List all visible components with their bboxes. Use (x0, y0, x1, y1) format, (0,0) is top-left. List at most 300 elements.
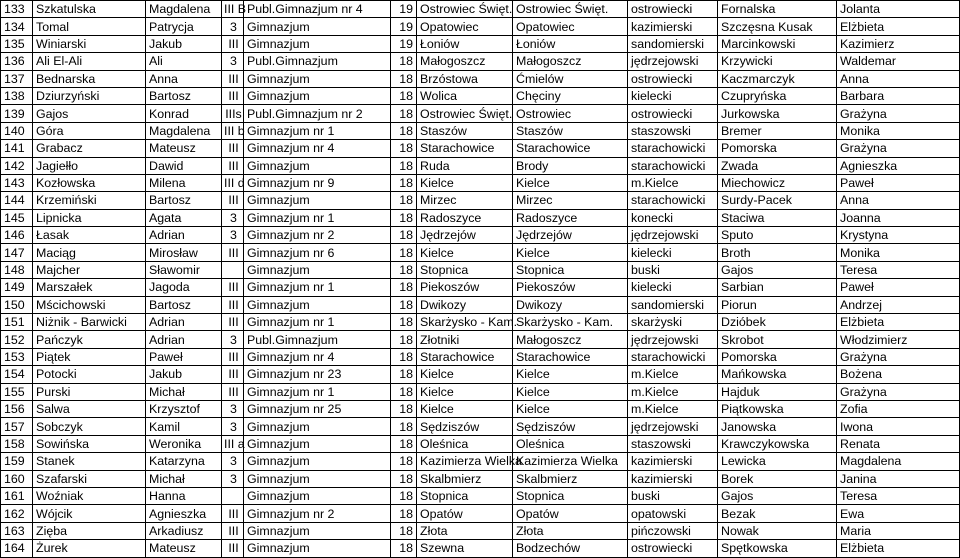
cell-home-town[interactable]: Skalbmierz (513, 470, 628, 487)
cell-age[interactable]: 18 (391, 87, 417, 104)
cell-teacher-surname[interactable]: Mańkowska (718, 366, 837, 383)
cell-county[interactable]: konecki (628, 209, 718, 226)
cell-county[interactable]: ostrowiecki (628, 1, 718, 18)
cell-school-town[interactable]: Jędrzejów (417, 227, 513, 244)
cell-row-number[interactable]: 143 (1, 174, 33, 191)
cell-home-town[interactable]: Skarżysko - Kam. (513, 314, 628, 331)
cell-school-town[interactable]: Staszów (417, 122, 513, 139)
cell-teacher-surname[interactable]: Sputo (718, 227, 837, 244)
cell-teacher-first-name[interactable]: Monika (837, 122, 960, 139)
cell-county[interactable]: staszowski (628, 435, 718, 452)
cell-first-name[interactable]: Krzysztof (146, 400, 222, 417)
cell-first-name[interactable]: Mateusz (146, 140, 222, 157)
cell-age[interactable]: 18 (391, 522, 417, 539)
cell-school[interactable]: Gimnazjum nr 1 (244, 383, 391, 400)
cell-class[interactable]: III b (222, 122, 244, 139)
cell-school[interactable]: Gimnazjum nr 23 (244, 366, 391, 383)
cell-teacher-surname[interactable]: Hajduk (718, 383, 837, 400)
cell-row-number[interactable]: 150 (1, 296, 33, 313)
cell-school[interactable]: Gimnazjum (244, 540, 391, 557)
cell-surname[interactable]: Salwa (33, 400, 146, 417)
cell-county[interactable]: sandomierski (628, 35, 718, 52)
cell-row-number[interactable]: 144 (1, 192, 33, 209)
cell-school[interactable]: Gimnazjum (244, 470, 391, 487)
cell-teacher-surname[interactable]: Bezak (718, 505, 837, 522)
cell-school[interactable]: Publ.Gimnazjum (244, 331, 391, 348)
cell-teacher-surname[interactable]: Bremer (718, 122, 837, 139)
cell-class[interactable]: III (222, 296, 244, 313)
cell-teacher-first-name[interactable]: Włodzimierz (837, 331, 960, 348)
cell-first-name[interactable]: Milena (146, 174, 222, 191)
cell-first-name[interactable]: Adrian (146, 227, 222, 244)
cell-first-name[interactable]: Patrycja (146, 18, 222, 35)
cell-county[interactable]: starachowicki (628, 140, 718, 157)
cell-teacher-first-name[interactable]: Teresa (837, 487, 960, 504)
cell-class[interactable]: III (222, 279, 244, 296)
cell-school-town[interactable]: Opatowiec (417, 18, 513, 35)
cell-surname[interactable]: Góra (33, 122, 146, 139)
cell-first-name[interactable]: Bartosz (146, 87, 222, 104)
cell-class[interactable]: III a (222, 435, 244, 452)
cell-age[interactable]: 18 (391, 53, 417, 70)
cell-class[interactable]: 3 (222, 470, 244, 487)
cell-teacher-first-name[interactable]: Ewa (837, 505, 960, 522)
cell-surname[interactable]: Ali El-Ali (33, 53, 146, 70)
cell-home-town[interactable]: Ostrowiec (513, 105, 628, 122)
cell-county[interactable]: kazimierski (628, 453, 718, 470)
cell-home-town[interactable]: Chęciny (513, 87, 628, 104)
cell-row-number[interactable]: 146 (1, 227, 33, 244)
cell-school-town[interactable]: Oleśnica (417, 435, 513, 452)
cell-class[interactable] (222, 487, 244, 504)
cell-first-name[interactable]: Bartosz (146, 192, 222, 209)
cell-teacher-surname[interactable]: Fornalska (718, 1, 837, 18)
cell-school[interactable]: Gimnazjum (244, 522, 391, 539)
cell-school[interactable]: Gimnazjum (244, 296, 391, 313)
cell-first-name[interactable]: Michał (146, 383, 222, 400)
cell-county[interactable]: buski (628, 261, 718, 278)
cell-age[interactable]: 18 (391, 314, 417, 331)
cell-teacher-surname[interactable]: Nowak (718, 522, 837, 539)
cell-first-name[interactable]: Paweł (146, 348, 222, 365)
cell-teacher-surname[interactable]: Zwada (718, 157, 837, 174)
cell-school-town[interactable]: Sędziszów (417, 418, 513, 435)
cell-age[interactable]: 18 (391, 174, 417, 191)
cell-surname[interactable]: Stanek (33, 453, 146, 470)
cell-surname[interactable]: Jagiełło (33, 157, 146, 174)
cell-county[interactable]: staszowski (628, 122, 718, 139)
cell-first-name[interactable]: Anna (146, 70, 222, 87)
cell-school-town[interactable]: Stopnica (417, 487, 513, 504)
cell-row-number[interactable]: 134 (1, 18, 33, 35)
cell-row-number[interactable]: 152 (1, 331, 33, 348)
cell-home-town[interactable]: Bodzechów (513, 540, 628, 557)
cell-first-name[interactable]: Jakub (146, 366, 222, 383)
cell-class[interactable]: III B (222, 1, 244, 18)
cell-school-town[interactable]: Szewna (417, 540, 513, 557)
cell-school-town[interactable]: Mirzec (417, 192, 513, 209)
cell-class[interactable]: 3 (222, 227, 244, 244)
cell-county[interactable]: m.Kielce (628, 383, 718, 400)
cell-surname[interactable]: Potocki (33, 366, 146, 383)
cell-teacher-surname[interactable]: Staciwa (718, 209, 837, 226)
cell-school-town[interactable]: Małogoszcz (417, 53, 513, 70)
cell-teacher-first-name[interactable]: Renata (837, 435, 960, 452)
cell-row-number[interactable]: 161 (1, 487, 33, 504)
cell-teacher-first-name[interactable]: Barbara (837, 87, 960, 104)
cell-age[interactable]: 18 (391, 400, 417, 417)
cell-school[interactable]: Gimnazjum nr 1 (244, 279, 391, 296)
cell-teacher-surname[interactable]: Borek (718, 470, 837, 487)
cell-school[interactable]: Gimnazjum nr 6 (244, 244, 391, 261)
cell-school-town[interactable]: Skalbmierz (417, 470, 513, 487)
cell-row-number[interactable]: 140 (1, 122, 33, 139)
cell-teacher-first-name[interactable]: Anna (837, 70, 960, 87)
cell-row-number[interactable]: 154 (1, 366, 33, 383)
cell-class[interactable] (222, 261, 244, 278)
cell-teacher-surname[interactable]: Dzióbek (718, 314, 837, 331)
cell-school-town[interactable]: Brzóstowa (417, 70, 513, 87)
cell-row-number[interactable]: 138 (1, 87, 33, 104)
cell-teacher-first-name[interactable]: Maria (837, 522, 960, 539)
cell-teacher-surname[interactable]: Miechowicz (718, 174, 837, 191)
cell-first-name[interactable]: Kamil (146, 418, 222, 435)
cell-class[interactable]: III (222, 70, 244, 87)
cell-teacher-first-name[interactable]: Magdalena (837, 453, 960, 470)
cell-teacher-first-name[interactable]: Elżbieta (837, 314, 960, 331)
cell-row-number[interactable]: 133 (1, 1, 33, 18)
cell-teacher-first-name[interactable]: Grażyna (837, 383, 960, 400)
cell-county[interactable]: skarżyski (628, 314, 718, 331)
cell-age[interactable]: 19 (391, 1, 417, 18)
cell-class[interactable]: 3 (222, 331, 244, 348)
cell-surname[interactable]: Mścichowski (33, 296, 146, 313)
cell-school-town[interactable]: Łoniów (417, 35, 513, 52)
cell-row-number[interactable]: 136 (1, 53, 33, 70)
cell-teacher-surname[interactable]: Spętkowska (718, 540, 837, 557)
cell-row-number[interactable]: 139 (1, 105, 33, 122)
cell-surname[interactable]: Niżnik - Barwicki (33, 314, 146, 331)
cell-class[interactable]: 3 (222, 18, 244, 35)
cell-teacher-first-name[interactable]: Grażyna (837, 140, 960, 157)
cell-teacher-first-name[interactable]: Elżbieta (837, 540, 960, 557)
cell-class[interactable]: IIIs (222, 105, 244, 122)
cell-county[interactable]: starachowicki (628, 192, 718, 209)
cell-teacher-surname[interactable]: Krawczykowska (718, 435, 837, 452)
cell-first-name[interactable]: Michał (146, 470, 222, 487)
cell-teacher-surname[interactable]: Krzywicki (718, 53, 837, 70)
cell-class[interactable]: III (222, 540, 244, 557)
cell-age[interactable]: 18 (391, 122, 417, 139)
cell-teacher-surname[interactable]: Surdy-Pacek (718, 192, 837, 209)
cell-school-town[interactable]: Kielce (417, 366, 513, 383)
cell-teacher-surname[interactable]: Sarbian (718, 279, 837, 296)
cell-age[interactable]: 18 (391, 453, 417, 470)
cell-home-town[interactable]: Opatowiec (513, 18, 628, 35)
cell-home-town[interactable]: Kielce (513, 174, 628, 191)
cell-school[interactable]: Gimnazjum nr 4 (244, 348, 391, 365)
cell-row-number[interactable]: 153 (1, 348, 33, 365)
cell-age[interactable]: 18 (391, 418, 417, 435)
cell-surname[interactable]: Majcher (33, 261, 146, 278)
cell-home-town[interactable]: Małogoszcz (513, 53, 628, 70)
cell-home-town[interactable]: Starachowice (513, 140, 628, 157)
cell-first-name[interactable]: Katarzyna (146, 453, 222, 470)
cell-school-town[interactable]: Kielce (417, 244, 513, 261)
cell-age[interactable]: 18 (391, 261, 417, 278)
cell-school[interactable]: Publ.Gimnazjum nr 2 (244, 105, 391, 122)
cell-teacher-first-name[interactable]: Waldemar (837, 53, 960, 70)
cell-row-number[interactable]: 162 (1, 505, 33, 522)
cell-surname[interactable]: Piątek (33, 348, 146, 365)
cell-school[interactable]: Gimnazjum (244, 435, 391, 452)
cell-school-town[interactable]: Kielce (417, 174, 513, 191)
cell-surname[interactable]: Woźniak (33, 487, 146, 504)
cell-teacher-surname[interactable]: Gajos (718, 487, 837, 504)
cell-row-number[interactable]: 157 (1, 418, 33, 435)
cell-teacher-surname[interactable]: Szczęsna Kusak (718, 18, 837, 35)
cell-first-name[interactable]: Agata (146, 209, 222, 226)
cell-home-town[interactable]: Radoszyce (513, 209, 628, 226)
cell-teacher-first-name[interactable]: Joanna (837, 209, 960, 226)
cell-class[interactable]: 3 (222, 400, 244, 417)
cell-school[interactable]: Gimnazjum nr 9 (244, 174, 391, 191)
cell-teacher-first-name[interactable]: Anna (837, 192, 960, 209)
cell-surname[interactable]: Grabacz (33, 140, 146, 157)
cell-surname[interactable]: Sobczyk (33, 418, 146, 435)
cell-teacher-surname[interactable]: Lewicka (718, 453, 837, 470)
cell-school[interactable]: Gimnazjum (244, 157, 391, 174)
cell-first-name[interactable]: Weronika (146, 435, 222, 452)
cell-teacher-surname[interactable]: Broth (718, 244, 837, 261)
cell-age[interactable]: 18 (391, 435, 417, 452)
cell-first-name[interactable]: Adrian (146, 331, 222, 348)
cell-home-town[interactable]: Dwikozy (513, 296, 628, 313)
cell-surname[interactable]: Szafarski (33, 470, 146, 487)
cell-school[interactable]: Gimnazjum nr 2 (244, 227, 391, 244)
cell-row-number[interactable]: 135 (1, 35, 33, 52)
cell-county[interactable]: kielecki (628, 87, 718, 104)
cell-teacher-surname[interactable]: Kaczmarczyk (718, 70, 837, 87)
cell-county[interactable]: sandomierski (628, 296, 718, 313)
cell-school[interactable]: Gimnazjum (244, 87, 391, 104)
cell-surname[interactable]: Tomal (33, 18, 146, 35)
cell-row-number[interactable]: 164 (1, 540, 33, 557)
cell-teacher-first-name[interactable]: Krystyna (837, 227, 960, 244)
cell-class[interactable]: 3 (222, 418, 244, 435)
cell-surname[interactable]: Marszałek (33, 279, 146, 296)
cell-county[interactable]: m.Kielce (628, 366, 718, 383)
cell-row-number[interactable]: 151 (1, 314, 33, 331)
cell-school[interactable]: Gimnazjum nr 1 (244, 209, 391, 226)
cell-class[interactable]: III (222, 87, 244, 104)
cell-teacher-first-name[interactable]: Jolanta (837, 1, 960, 18)
cell-school[interactable]: Gimnazjum (244, 70, 391, 87)
cell-school-town[interactable]: Kazimierza Wielka (417, 453, 513, 470)
cell-age[interactable]: 18 (391, 279, 417, 296)
cell-home-town[interactable]: Stopnica (513, 261, 628, 278)
cell-class[interactable]: III (222, 522, 244, 539)
cell-class[interactable]: 3 (222, 209, 244, 226)
cell-teacher-first-name[interactable]: Agnieszka (837, 157, 960, 174)
cell-age[interactable]: 18 (391, 157, 417, 174)
cell-teacher-first-name[interactable]: Paweł (837, 279, 960, 296)
cell-surname[interactable]: Żurek (33, 540, 146, 557)
cell-row-number[interactable]: 159 (1, 453, 33, 470)
cell-county[interactable]: kazimierski (628, 18, 718, 35)
cell-home-town[interactable]: Stopnica (513, 487, 628, 504)
cell-age[interactable]: 18 (391, 296, 417, 313)
cell-home-town[interactable]: Złota (513, 522, 628, 539)
cell-home-town[interactable]: Kielce (513, 366, 628, 383)
cell-first-name[interactable]: Dawid (146, 157, 222, 174)
cell-surname[interactable]: Pańczyk (33, 331, 146, 348)
cell-row-number[interactable]: 160 (1, 470, 33, 487)
cell-county[interactable]: jędrzejowski (628, 331, 718, 348)
cell-first-name[interactable]: Jagoda (146, 279, 222, 296)
cell-row-number[interactable]: 147 (1, 244, 33, 261)
cell-county[interactable]: m.Kielce (628, 400, 718, 417)
cell-school-town[interactable]: Dwikozy (417, 296, 513, 313)
cell-age[interactable]: 18 (391, 487, 417, 504)
cell-age[interactable]: 18 (391, 227, 417, 244)
cell-age[interactable]: 19 (391, 35, 417, 52)
cell-age[interactable]: 18 (391, 470, 417, 487)
cell-first-name[interactable]: Bartosz (146, 296, 222, 313)
cell-home-town[interactable]: Kazimierza Wielka (513, 453, 628, 470)
cell-surname[interactable]: Gajos (33, 105, 146, 122)
cell-teacher-first-name[interactable]: Grażyna (837, 348, 960, 365)
cell-county[interactable]: kazimierski (628, 470, 718, 487)
cell-teacher-surname[interactable]: Piątkowska (718, 400, 837, 417)
cell-school-town[interactable]: Wolica (417, 87, 513, 104)
cell-county[interactable]: m.Kielce (628, 174, 718, 191)
cell-home-town[interactable]: Ćmielów (513, 70, 628, 87)
cell-school-town[interactable]: Piekoszów (417, 279, 513, 296)
cell-teacher-surname[interactable]: Jurkowska (718, 105, 837, 122)
cell-class[interactable]: III (222, 314, 244, 331)
cell-class[interactable]: 3 (222, 453, 244, 470)
cell-age[interactable]: 19 (391, 18, 417, 35)
cell-first-name[interactable]: Arkadiusz (146, 522, 222, 539)
cell-school-town[interactable]: Złotniki (417, 331, 513, 348)
cell-surname[interactable]: Lipnicka (33, 209, 146, 226)
cell-class[interactable]: III (222, 244, 244, 261)
cell-school-town[interactable]: Skarżysko - Kam. (417, 314, 513, 331)
cell-home-town[interactable]: Jędrzejów (513, 227, 628, 244)
cell-surname[interactable]: Bednarska (33, 70, 146, 87)
cell-teacher-surname[interactable]: Marcinkowski (718, 35, 837, 52)
cell-school[interactable]: Gimnazjum (244, 192, 391, 209)
cell-teacher-surname[interactable]: Janowska (718, 418, 837, 435)
cell-county[interactable]: jędrzejowski (628, 227, 718, 244)
cell-county[interactable]: kielecki (628, 244, 718, 261)
cell-age[interactable]: 18 (391, 348, 417, 365)
cell-school[interactable]: Gimnazjum (244, 18, 391, 35)
cell-teacher-surname[interactable]: Pomorska (718, 348, 837, 365)
cell-class[interactable]: III (222, 140, 244, 157)
cell-row-number[interactable]: 163 (1, 522, 33, 539)
cell-school-town[interactable]: Radoszyce (417, 209, 513, 226)
cell-first-name[interactable]: Magdalena (146, 1, 222, 18)
cell-teacher-first-name[interactable]: Teresa (837, 261, 960, 278)
cell-row-number[interactable]: 158 (1, 435, 33, 452)
cell-home-town[interactable]: Staszów (513, 122, 628, 139)
cell-home-town[interactable]: Sędziszów (513, 418, 628, 435)
cell-surname[interactable]: Łasak (33, 227, 146, 244)
cell-school-town[interactable]: Stopnica (417, 261, 513, 278)
cell-surname[interactable]: Winiarski (33, 35, 146, 52)
cell-age[interactable]: 18 (391, 105, 417, 122)
cell-school-town[interactable]: Opatów (417, 505, 513, 522)
cell-home-town[interactable]: Opatów (513, 505, 628, 522)
cell-age[interactable]: 18 (391, 70, 417, 87)
cell-teacher-first-name[interactable]: Janina (837, 470, 960, 487)
cell-county[interactable]: ostrowiecki (628, 70, 718, 87)
cell-surname[interactable]: Sowińska (33, 435, 146, 452)
cell-surname[interactable]: Wójcik (33, 505, 146, 522)
cell-school[interactable]: Gimnazjum nr 4 (244, 140, 391, 157)
cell-teacher-first-name[interactable]: Zofia (837, 400, 960, 417)
cell-first-name[interactable]: Hanna (146, 487, 222, 504)
cell-home-town[interactable]: Łoniów (513, 35, 628, 52)
cell-school[interactable]: Gimnazjum nr 2 (244, 505, 391, 522)
cell-class[interactable]: III (222, 192, 244, 209)
cell-age[interactable]: 18 (391, 366, 417, 383)
cell-county[interactable]: kielecki (628, 279, 718, 296)
cell-home-town[interactable]: Małogoszcz (513, 331, 628, 348)
cell-school-town[interactable]: Ruda (417, 157, 513, 174)
cell-home-town[interactable]: Mirzec (513, 192, 628, 209)
cell-teacher-surname[interactable]: Gajos (718, 261, 837, 278)
cell-school[interactable]: Gimnazjum (244, 261, 391, 278)
cell-home-town[interactable]: Kielce (513, 383, 628, 400)
cell-school[interactable]: Gimnazjum nr 25 (244, 400, 391, 417)
cell-surname[interactable]: Krzemiński (33, 192, 146, 209)
cell-county[interactable]: jędrzejowski (628, 53, 718, 70)
cell-age[interactable]: 18 (391, 540, 417, 557)
cell-class[interactable]: III (222, 348, 244, 365)
cell-school[interactable]: Gimnazjum nr 1 (244, 122, 391, 139)
cell-class[interactable]: III (222, 366, 244, 383)
cell-school[interactable]: Gimnazjum (244, 487, 391, 504)
cell-row-number[interactable]: 141 (1, 140, 33, 157)
cell-row-number[interactable]: 137 (1, 70, 33, 87)
cell-first-name[interactable]: Magdalena (146, 122, 222, 139)
cell-school[interactable]: Publ.Gimnazjum nr 4 (244, 1, 391, 18)
cell-school-town[interactable]: Starachowice (417, 348, 513, 365)
cell-home-town[interactable]: Oleśnica (513, 435, 628, 452)
cell-school-town[interactable]: Kielce (417, 383, 513, 400)
cell-class[interactable]: III (222, 157, 244, 174)
cell-school[interactable]: Gimnazjum nr 1 (244, 314, 391, 331)
cell-county[interactable]: starachowicki (628, 348, 718, 365)
cell-county[interactable]: pińczowski (628, 522, 718, 539)
cell-age[interactable]: 18 (391, 331, 417, 348)
cell-school-town[interactable]: Ostrowiec Święt. (417, 105, 513, 122)
cell-age[interactable]: 18 (391, 209, 417, 226)
cell-teacher-first-name[interactable]: Iwona (837, 418, 960, 435)
cell-teacher-surname[interactable]: Skrobot (718, 331, 837, 348)
cell-surname[interactable]: Dziurzyński (33, 87, 146, 104)
cell-age[interactable]: 18 (391, 505, 417, 522)
cell-first-name[interactable]: Ali (146, 53, 222, 70)
cell-county[interactable]: starachowicki (628, 157, 718, 174)
cell-county[interactable]: buski (628, 487, 718, 504)
cell-school-town[interactable]: Ostrowiec Święt. (417, 1, 513, 18)
cell-class[interactable]: III d (222, 174, 244, 191)
cell-surname[interactable]: Purski (33, 383, 146, 400)
